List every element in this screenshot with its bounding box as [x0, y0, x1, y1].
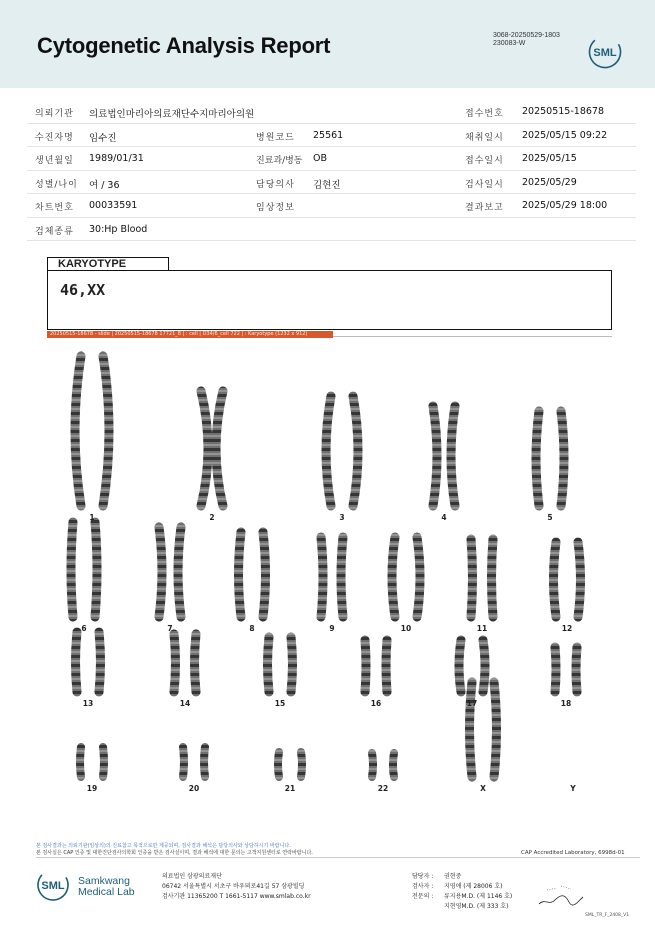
chromosome-shade	[578, 542, 581, 617]
slide-info-bar: 20250515-18678 - slide | 20250515-18678 17721_8 | : cell | D34/6_cell 722 | : Karyotype (1232 x 912)	[47, 331, 333, 338]
doctor-value: 김현진	[313, 179, 341, 191]
name-value: 임수진	[89, 132, 117, 144]
org-address: 06742 서울특별시 서초구 바우뫼로41길 57 삼광빌딩	[162, 883, 305, 890]
chromosome-shade	[99, 632, 101, 692]
chromosome-shade	[483, 640, 485, 692]
chromosome-shade	[291, 637, 293, 692]
slide-divider	[333, 336, 612, 337]
chromosome-shade	[392, 537, 395, 617]
staff-value: 류지용M.D. (제 1146 호)	[444, 893, 513, 900]
chromosome-shade	[301, 752, 302, 777]
collect-date-value: 2025/05/15 09:22	[522, 129, 608, 141]
receipt-date-value: 2025/05/15	[522, 153, 577, 164]
chromosome-shade	[576, 647, 577, 692]
chromosome-label: 4	[441, 513, 447, 522]
chromosome-label: 12	[561, 624, 573, 633]
sex-age-value: 여 / 36	[89, 179, 120, 191]
chromosome-shade	[471, 539, 473, 617]
chromosome-label: 17	[466, 699, 478, 708]
staff-row	[412, 892, 512, 902]
report-header	[0, 0, 655, 88]
staff-label: 담당자 :	[412, 873, 434, 880]
chromosome-shade	[321, 537, 323, 617]
report-date-label: 결과보고	[465, 203, 504, 213]
chromosome-shade	[554, 542, 557, 617]
chromosome-shade	[183, 747, 184, 777]
sml-logo-icon	[588, 35, 622, 69]
chromosome-label: X	[480, 784, 486, 793]
receipt-no-label: 접수번호	[465, 109, 504, 119]
chromosome-shade	[159, 527, 162, 617]
staff-info	[412, 872, 512, 912]
chromosome-shade	[451, 406, 455, 506]
organization-info	[162, 872, 311, 902]
chromosome-shade	[494, 682, 497, 777]
sex-age-label: 성별/나이	[35, 179, 78, 190]
sml-logo-text: SML	[593, 47, 617, 59]
org-name: 의료법인 삼광의료재단	[162, 873, 222, 880]
staff-row	[412, 882, 512, 892]
chromosome-label: 15	[274, 699, 286, 708]
dob-value: 1989/01/31	[89, 153, 144, 164]
chromosome-shade	[76, 632, 78, 692]
staff-value: 권현중	[444, 873, 462, 880]
staff-label: 전문의 :	[412, 893, 434, 900]
chromosome-shade	[341, 537, 343, 617]
chromosome-label: 6	[81, 624, 87, 633]
chromosome-shade	[372, 753, 373, 777]
info-row	[27, 194, 636, 218]
chromosome-shade	[326, 396, 331, 506]
staff-label: 검사자 :	[412, 883, 434, 890]
exam-date-value: 2025/05/29	[522, 176, 577, 188]
receipt-no-value: 20250515-18678	[522, 106, 605, 117]
cap-accreditation: CAP Accredited Laboratory, 6998d-01	[521, 850, 625, 856]
report-code	[493, 32, 560, 48]
footer-divider	[36, 857, 640, 858]
exam-date-label: 검사일시	[465, 179, 504, 190]
chromosome-shade	[204, 747, 205, 777]
chromosome-label-group	[81, 513, 576, 793]
chromosome-label: 9	[329, 624, 335, 633]
chromosome-label: 13	[82, 699, 94, 708]
staff-value: 지영애 (제 28006 호)	[444, 883, 503, 890]
sml-footer-logo-icon	[36, 868, 76, 902]
karyogram-image	[40, 340, 620, 810]
chromosome-shade	[555, 647, 556, 692]
info-row	[27, 147, 636, 171]
chromosome-shade	[353, 396, 358, 506]
chromosome-shade	[459, 640, 461, 692]
chromosome-label: 20	[188, 784, 200, 793]
staff-value: 지현영M.D. (제 333 호)	[444, 903, 509, 910]
chromosome-shade	[80, 747, 81, 777]
chromosome-shade	[536, 411, 539, 506]
specimen-value: 30:Hp Blood	[89, 223, 148, 235]
chromosome-shade	[386, 640, 387, 692]
chromosome-shade	[103, 356, 109, 506]
chromosome-shade	[239, 532, 242, 617]
signature-icon	[535, 880, 585, 910]
dob-label: 생년월일	[35, 156, 74, 166]
chromosome-label: 11	[476, 624, 488, 633]
report-code-line1: 3068-20250529-1803	[493, 32, 560, 39]
chromosome-shade	[95, 522, 97, 617]
chromosome-label: 2	[209, 513, 215, 522]
chromosome-shade	[263, 532, 266, 617]
doctor-label: 담당의사	[256, 179, 295, 190]
brand-line-1: Samkwang	[78, 875, 130, 887]
chromosome-label: 19	[86, 784, 98, 793]
org-contact: 검사기관 11365200 T 1661-5117 www.smlab.co.kr	[162, 893, 311, 900]
chromosome-shade	[103, 747, 104, 777]
chromosome-shade	[365, 640, 366, 692]
institution-value: 의료법인마리아의료재단수지마리아의원	[89, 109, 255, 120]
hospital-code-value: 25561	[313, 129, 344, 141]
footer-brand	[78, 876, 135, 898]
report-date-value: 2025/05/29 18:00	[522, 200, 608, 211]
chromosome-shade	[268, 637, 270, 692]
chromosome-shade	[195, 634, 197, 692]
chromosome-shade	[75, 356, 81, 506]
chromosome-shade	[470, 682, 473, 777]
chromosome-group	[71, 356, 581, 777]
chromosome-label: 14	[179, 699, 191, 708]
institution-label: 의뢰기관	[35, 109, 74, 119]
dept-label: 진료과/병동	[256, 156, 303, 166]
chromosome-label: 18	[560, 699, 572, 708]
chromosome-shade	[71, 522, 73, 617]
chromosome-shade	[561, 411, 564, 506]
info-row	[27, 218, 636, 242]
staff-label-empty	[412, 902, 444, 912]
chromosome-shade	[201, 391, 208, 506]
info-row	[27, 100, 636, 124]
brand-line-2: Medical Lab	[78, 886, 135, 898]
chromosome-label: Y	[570, 784, 576, 793]
chromosome-shade	[433, 406, 437, 506]
dept-value: OB	[313, 153, 327, 164]
sml-footer-logo-text: SML	[41, 880, 65, 892]
chromosome-shade	[278, 752, 279, 777]
hospital-code-label: 병원코드	[256, 132, 295, 143]
chromosome-label: 8	[249, 624, 255, 633]
document-code: SML_TR_F_2408_V1	[585, 913, 630, 918]
footer-note-1: 본 검사결과는 의뢰기관(임상의)의 진료참고 목적으로만 제공되며, 검사결과 해석은 담당의사와 상담하시기 바랍니다.	[36, 843, 291, 849]
receipt-date-label: 접수일시	[465, 156, 504, 166]
chromosome-shade	[174, 634, 176, 692]
report-title: Cytogenetic Analysis Report	[37, 33, 331, 58]
chromosome-shade	[393, 753, 394, 777]
name-label: 수진자명	[35, 132, 74, 143]
chart-no-value: 00033591	[89, 200, 138, 211]
chromosome-label: 1	[89, 513, 95, 522]
chromosome-shade	[492, 539, 494, 617]
specimen-label: 검체종류	[35, 226, 74, 237]
chromosome-shade	[417, 537, 420, 617]
collect-date-label: 채취일시	[465, 132, 504, 143]
chromosome-label: 16	[370, 699, 382, 708]
karyotype-label: KARYOTYPE	[47, 257, 169, 271]
karyotype-value: 46,XX	[60, 281, 106, 299]
footer-note-2: 본 검사실은 CAP 인증 및 대한진단검사의학회 인증을 받은 검사실이며, 결과 해석에 대한 문의는 고객지원센터로 연락바랍니다.	[36, 850, 313, 856]
info-row	[27, 124, 636, 148]
chromosome-label: 7	[167, 624, 173, 633]
patient-info-table	[27, 100, 636, 241]
staff-row	[412, 902, 512, 912]
chromosome-shade	[216, 391, 223, 506]
report-code-line2: 230083-W	[493, 40, 526, 47]
chromosome-label: 10	[400, 624, 412, 633]
staff-row	[412, 872, 512, 882]
clinical-label: 임상정보	[256, 203, 295, 213]
info-row	[27, 171, 636, 195]
chromosome-label: 3	[339, 513, 345, 522]
chromosome-shade	[178, 527, 181, 617]
chromosome-label: 22	[377, 784, 389, 793]
chart-no-label: 차트번호	[35, 203, 74, 213]
karyotype-box	[47, 270, 612, 330]
chromosome-label: 5	[547, 513, 553, 522]
chromosome-label: 21	[284, 784, 296, 793]
